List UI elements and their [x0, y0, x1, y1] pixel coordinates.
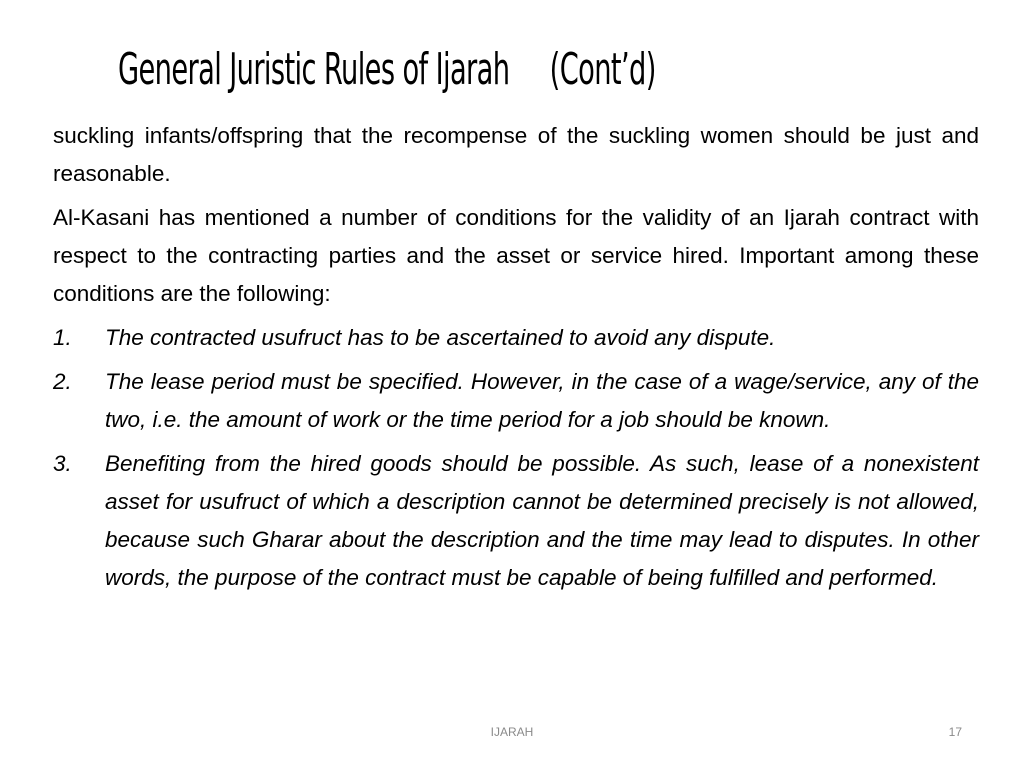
condition-item-1 [53, 319, 979, 357]
page-number: 17 [948, 725, 962, 739]
body-paragraph-1: suckling infants/offspring that the recompense of the suckling women should be just and reasonable. [53, 123, 979, 186]
condition-item-3 [53, 445, 979, 597]
body-paragraph-2: Al-Kasani has mentioned a number of conditions for the validity of an Ijarah contract with respect to the contracting parties and the asset or service hired. Important among these conditions are the following: [53, 205, 979, 306]
condition-number: 2. [53, 369, 72, 394]
condition-number: 3. [53, 451, 72, 476]
slide-title: General Juristic Rules of Ijarah (Cont’d) [118, 44, 656, 95]
condition-text: Benefiting from the hired goods should be possible. As such, lease of a nonexistent asset for usufruct of which a description cannot be determined precisely is not allowed, because such Gharar about the description and the time may lead to disputes. In other words, the purpose of the contract must be capable of being fulfilled and performed. [105, 451, 979, 590]
condition-text: The contracted usufruct has to be ascertained to avoid any dispute. [105, 325, 776, 350]
footer-label: IJARAH [490, 725, 534, 739]
condition-number: 1. [53, 325, 72, 350]
condition-item-2 [53, 363, 979, 439]
slide-body [53, 117, 979, 603]
condition-text: The lease period must be specified. However, in the case of a wage/service, any of the two, i.e. the amount of work or the time period for a job should be known. [105, 369, 979, 432]
